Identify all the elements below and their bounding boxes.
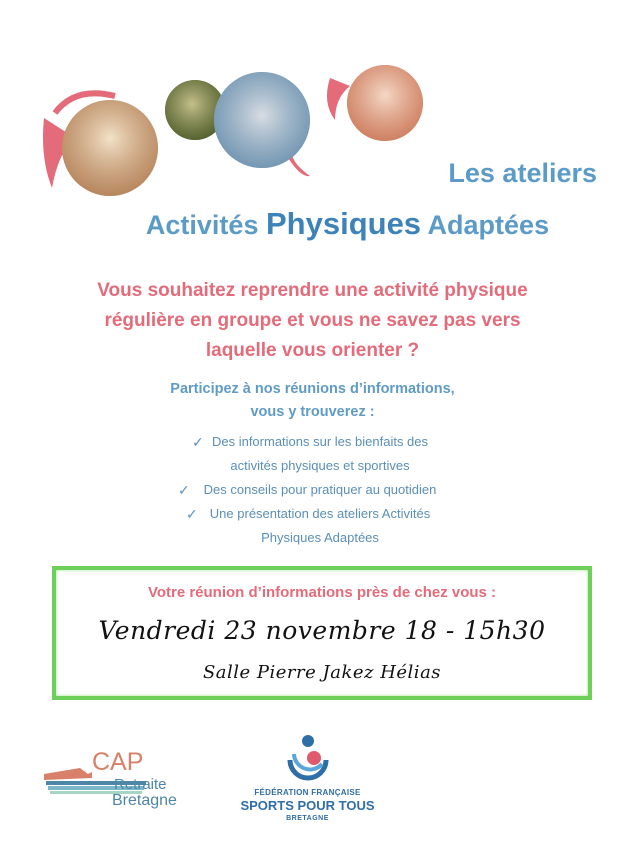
checklist (120, 430, 520, 550)
list-item-line-1: Une présentation des ateliers Activités (209, 506, 431, 521)
ffspt-logo-icon (282, 732, 334, 784)
cap-logo-word: CAP (92, 748, 144, 776)
intro-line-1: Vous souhaitez reprendre une activité physique (97, 280, 528, 301)
ffspt-logo-line-3: BRETAGNE (286, 815, 329, 822)
check-icon: ✓ (178, 482, 190, 498)
cap-logo-bretagne: Bretagne (112, 792, 177, 809)
meeting-heading: Votre réunion d’informations près de chez vous : (147, 584, 497, 601)
list-item-line-1: Des informations sur les bienfaits des (211, 434, 429, 449)
title-line-1: Les ateliers (448, 158, 597, 188)
photo-bubbles (30, 58, 450, 208)
lead-text (110, 378, 515, 424)
title-word-adaptees: Adaptées (427, 210, 550, 240)
check-icon: ✓ (186, 506, 198, 522)
list-item (120, 430, 520, 478)
title-word-physiques: Physiques (265, 206, 422, 241)
meeting-info-box (52, 566, 592, 700)
intro-line-2: régulière en groupe et vous ne savez pas vers (104, 310, 521, 331)
ffspt-logo-line-2: SPORTS POUR TOUS (240, 798, 375, 813)
handwritten-place: Salle Pierre Jakez Hélias (202, 662, 442, 683)
list-item-line-1: Des conseils pour pratiquer au quotidien (203, 482, 437, 497)
lead-line-2: vous y trouverez : (250, 404, 375, 420)
lead-line-1: Participez à nos réunions d’informations, (170, 381, 455, 397)
cap-logo-retraite: Retraite (114, 776, 167, 793)
intro-question (60, 276, 565, 366)
list-item-line-2: activités physiques et sportives (230, 458, 410, 473)
check-icon: ✓ (192, 434, 204, 450)
list-item (120, 502, 520, 550)
title-line-2 (0, 206, 625, 242)
title-word-activites: Activités (145, 210, 259, 240)
handwritten-date: Vendredi 23 novembre 18 - 15h30 (98, 616, 546, 645)
ffspt-logo-line-1: FÉDÉRATION FRANÇAISE (254, 788, 361, 797)
intro-line-3: laquelle vous orienter ? (205, 340, 420, 361)
list-item (120, 478, 520, 502)
list-item-line-2: Physiques Adaptées (261, 530, 379, 545)
